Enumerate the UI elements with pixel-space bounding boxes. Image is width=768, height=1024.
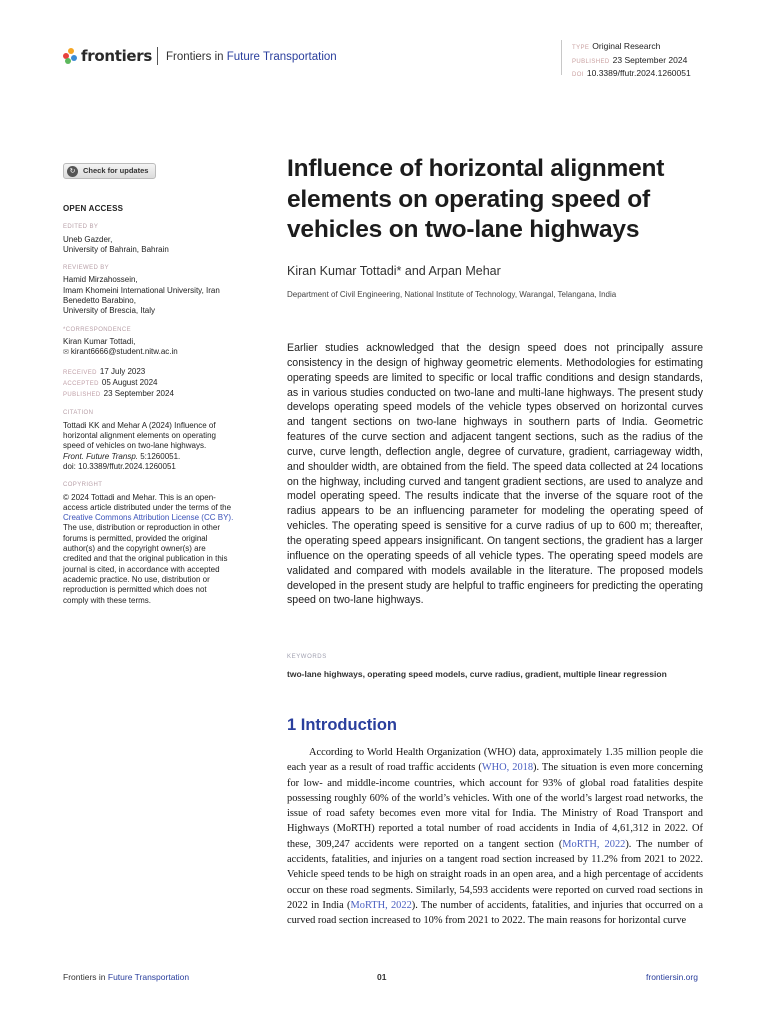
abstract: Earlier studies acknowledged that the design speed does not principally assure consistency in the design of highway geometric elements. Methodologies for estimating operating speeds are limited to specific or local traffic conditions and design standards, as in various studies conducted on two-lane and multi-lane highways. The present study develops operating speed models of the vehicle types observed on horizontal curves and tangent sections on two-lane highways in southern parts of India. Geometric features of the curve section and adjacent tangent sections, such as the radius of the curve, curve length, deflection angle, degree of curvature, gradient, carriageway width, and shoulder width, are obtained from the field. The speed data collected at 24 locations on the highway, including curved and tangent gradient sections, are used to analyze and model operating speed. The results indicate that the inverse of the square root of the radius appears to be an influencing parameter for modeling the operating speed of vehicles. The operating speed is sensitive for a curve radius of up to 600 m; thereafter, the operating speed appears insignificant. On tangent sections, the gradient has a larger influence on the operating speeds of all vehicle types. The operating speed models are validated and compared with models available in the literature. The proposed models developed in the present study are helpful to traffic engineers for predicting the operating speed on two-lane highways. bbox=[287, 342, 703, 607]
meta-type: TYPE Original Research bbox=[572, 41, 661, 51]
introduction-heading: 1 Introduction bbox=[287, 716, 397, 734]
citation: CITATION Tottadi KK and Mehar A (2024) Influence of horizontal alignment elements on operating speed of vehicles on two-lane highways. Front. Future Transp. 5:1260051. doi: 10.3389/ffutr.2024.1260051 bbox=[63, 408, 261, 472]
correspondence-email[interactable]: ✉ kirant6666@student.nitw.ac.in bbox=[63, 347, 178, 357]
footer-journal[interactable]: Frontiers in Future Transportation bbox=[63, 972, 190, 982]
sidebar bbox=[63, 163, 261, 614]
cc-by-license-link[interactable]: Creative Commons Attribution License (CC BY). bbox=[63, 513, 234, 523]
meta-published: PUBLISHED 23 September 2024 bbox=[572, 54, 688, 65]
meta-divider bbox=[561, 40, 562, 75]
edited-by: EDITED BY Uneb Gazder, University of Bahrain, Bahrain bbox=[63, 224, 169, 254]
ref-morth-2022[interactable]: MoRTH, 2022 bbox=[350, 899, 412, 911]
copyright: COPYRIGHT © 2024 Tottadi and Mehar. This is an open- access article distributed under the terms of the Creative Commons Attribution License (CC BY). The use, distribution or reproduction in other forums is permitted, provided the original author(s) and the copyright owner(s) are credited and that the original publication in this journal is cited, in accordance with accepted academic practice. No use, distribution or reproduction is permitted which does not comply with these terms. bbox=[63, 480, 261, 606]
frontiers-logo-icon bbox=[63, 48, 78, 65]
article-dates: RECEIVED 17 July 2023 ACCEPTED 05 August 2024 PUBLISHED 23 September 2024 bbox=[63, 366, 174, 399]
citation-doi[interactable]: doi: 10.3389/ffutr.2024.1260051 bbox=[63, 461, 176, 471]
keywords: two-lane highways, operating speed models, curve radius, gradient, multiple linear regression bbox=[287, 669, 667, 679]
check-updates-button[interactable]: ↻ Check for updates bbox=[63, 163, 156, 179]
ref-morth-2022[interactable]: MoRTH, 2022 bbox=[562, 838, 626, 850]
article-title: Influence of horizontal alignment elements on operating speed of vehicles on two-lane highways bbox=[287, 155, 665, 243]
brand-name: frontiers bbox=[81, 47, 153, 65]
header-divider bbox=[157, 47, 158, 65]
frontiers-logo[interactable] bbox=[63, 47, 152, 65]
introduction-paragraph: According to World Health Organization (WHO) data, approximately 1.35 million people die each year as a result of road traffic accidents (WHO, 2018). The situation is even more concerning for low- and middle-income countries, which account for 93% of global road fatalities despite possessing roughly 60% of the world’s vehicles. With one of the world’s largest road networks, the issue of road safety becomes even more vital for India. The Ministry of Road Transport and Highways (MoRTH) reported a total number of road accidents in India of 4,61,312 in 2022. Of these, 309,247 accidents were reported on a tangent section (MoRTH, 2022). The number of accidents, fatalities, and injuries on a tangent road section increased by 11.2% from 2021 to 2022. Vehicle speed tends to be high on straight roads in an open area, and a high percentage of accidents occur on these road segments. Similarly, 54,593 accidents were reported on curved road sections in 2022 in India (MoRTH, 2022). The number of accidents, fatalities, and injuries that occurred on a curved road section increased to 10% from 2021 to 2022. The main reasons for horizontal curve bbox=[287, 747, 704, 927]
article-meta bbox=[572, 41, 691, 82]
page-number: 01 bbox=[377, 972, 387, 982]
refresh-icon: ↻ bbox=[67, 166, 78, 177]
correspondence: *CORRESPONDENCE Kiran Kumar Tottadi, ✉ kirant6666@student.nitw.ac.in bbox=[63, 325, 261, 359]
email-icon: ✉ bbox=[63, 349, 69, 357]
keywords-label: KEYWORDS bbox=[287, 654, 327, 660]
ref-who-2018[interactable]: WHO, 2018 bbox=[481, 762, 534, 774]
affiliation: Department of Civil Engineering, National Institute of Technology, Warangal, Telangana, India bbox=[287, 290, 617, 299]
authors: Kiran Kumar Tottadi* and Arpan Mehar bbox=[287, 264, 501, 278]
journal-name[interactable]: Frontiers in Future Transportation bbox=[166, 51, 337, 63]
site-link[interactable]: frontiersin.org bbox=[646, 972, 698, 982]
open-access-label: OPEN ACCESS bbox=[63, 204, 124, 213]
meta-doi[interactable]: DOI 10.3389/ffutr.2024.1260051 bbox=[572, 68, 691, 78]
reviewed-by: REVIEWED BY Hamid Mirzahossein, Imam Khomeini International University, Iran Benedetto Barabino, University of Brescia, Italy bbox=[63, 265, 220, 316]
